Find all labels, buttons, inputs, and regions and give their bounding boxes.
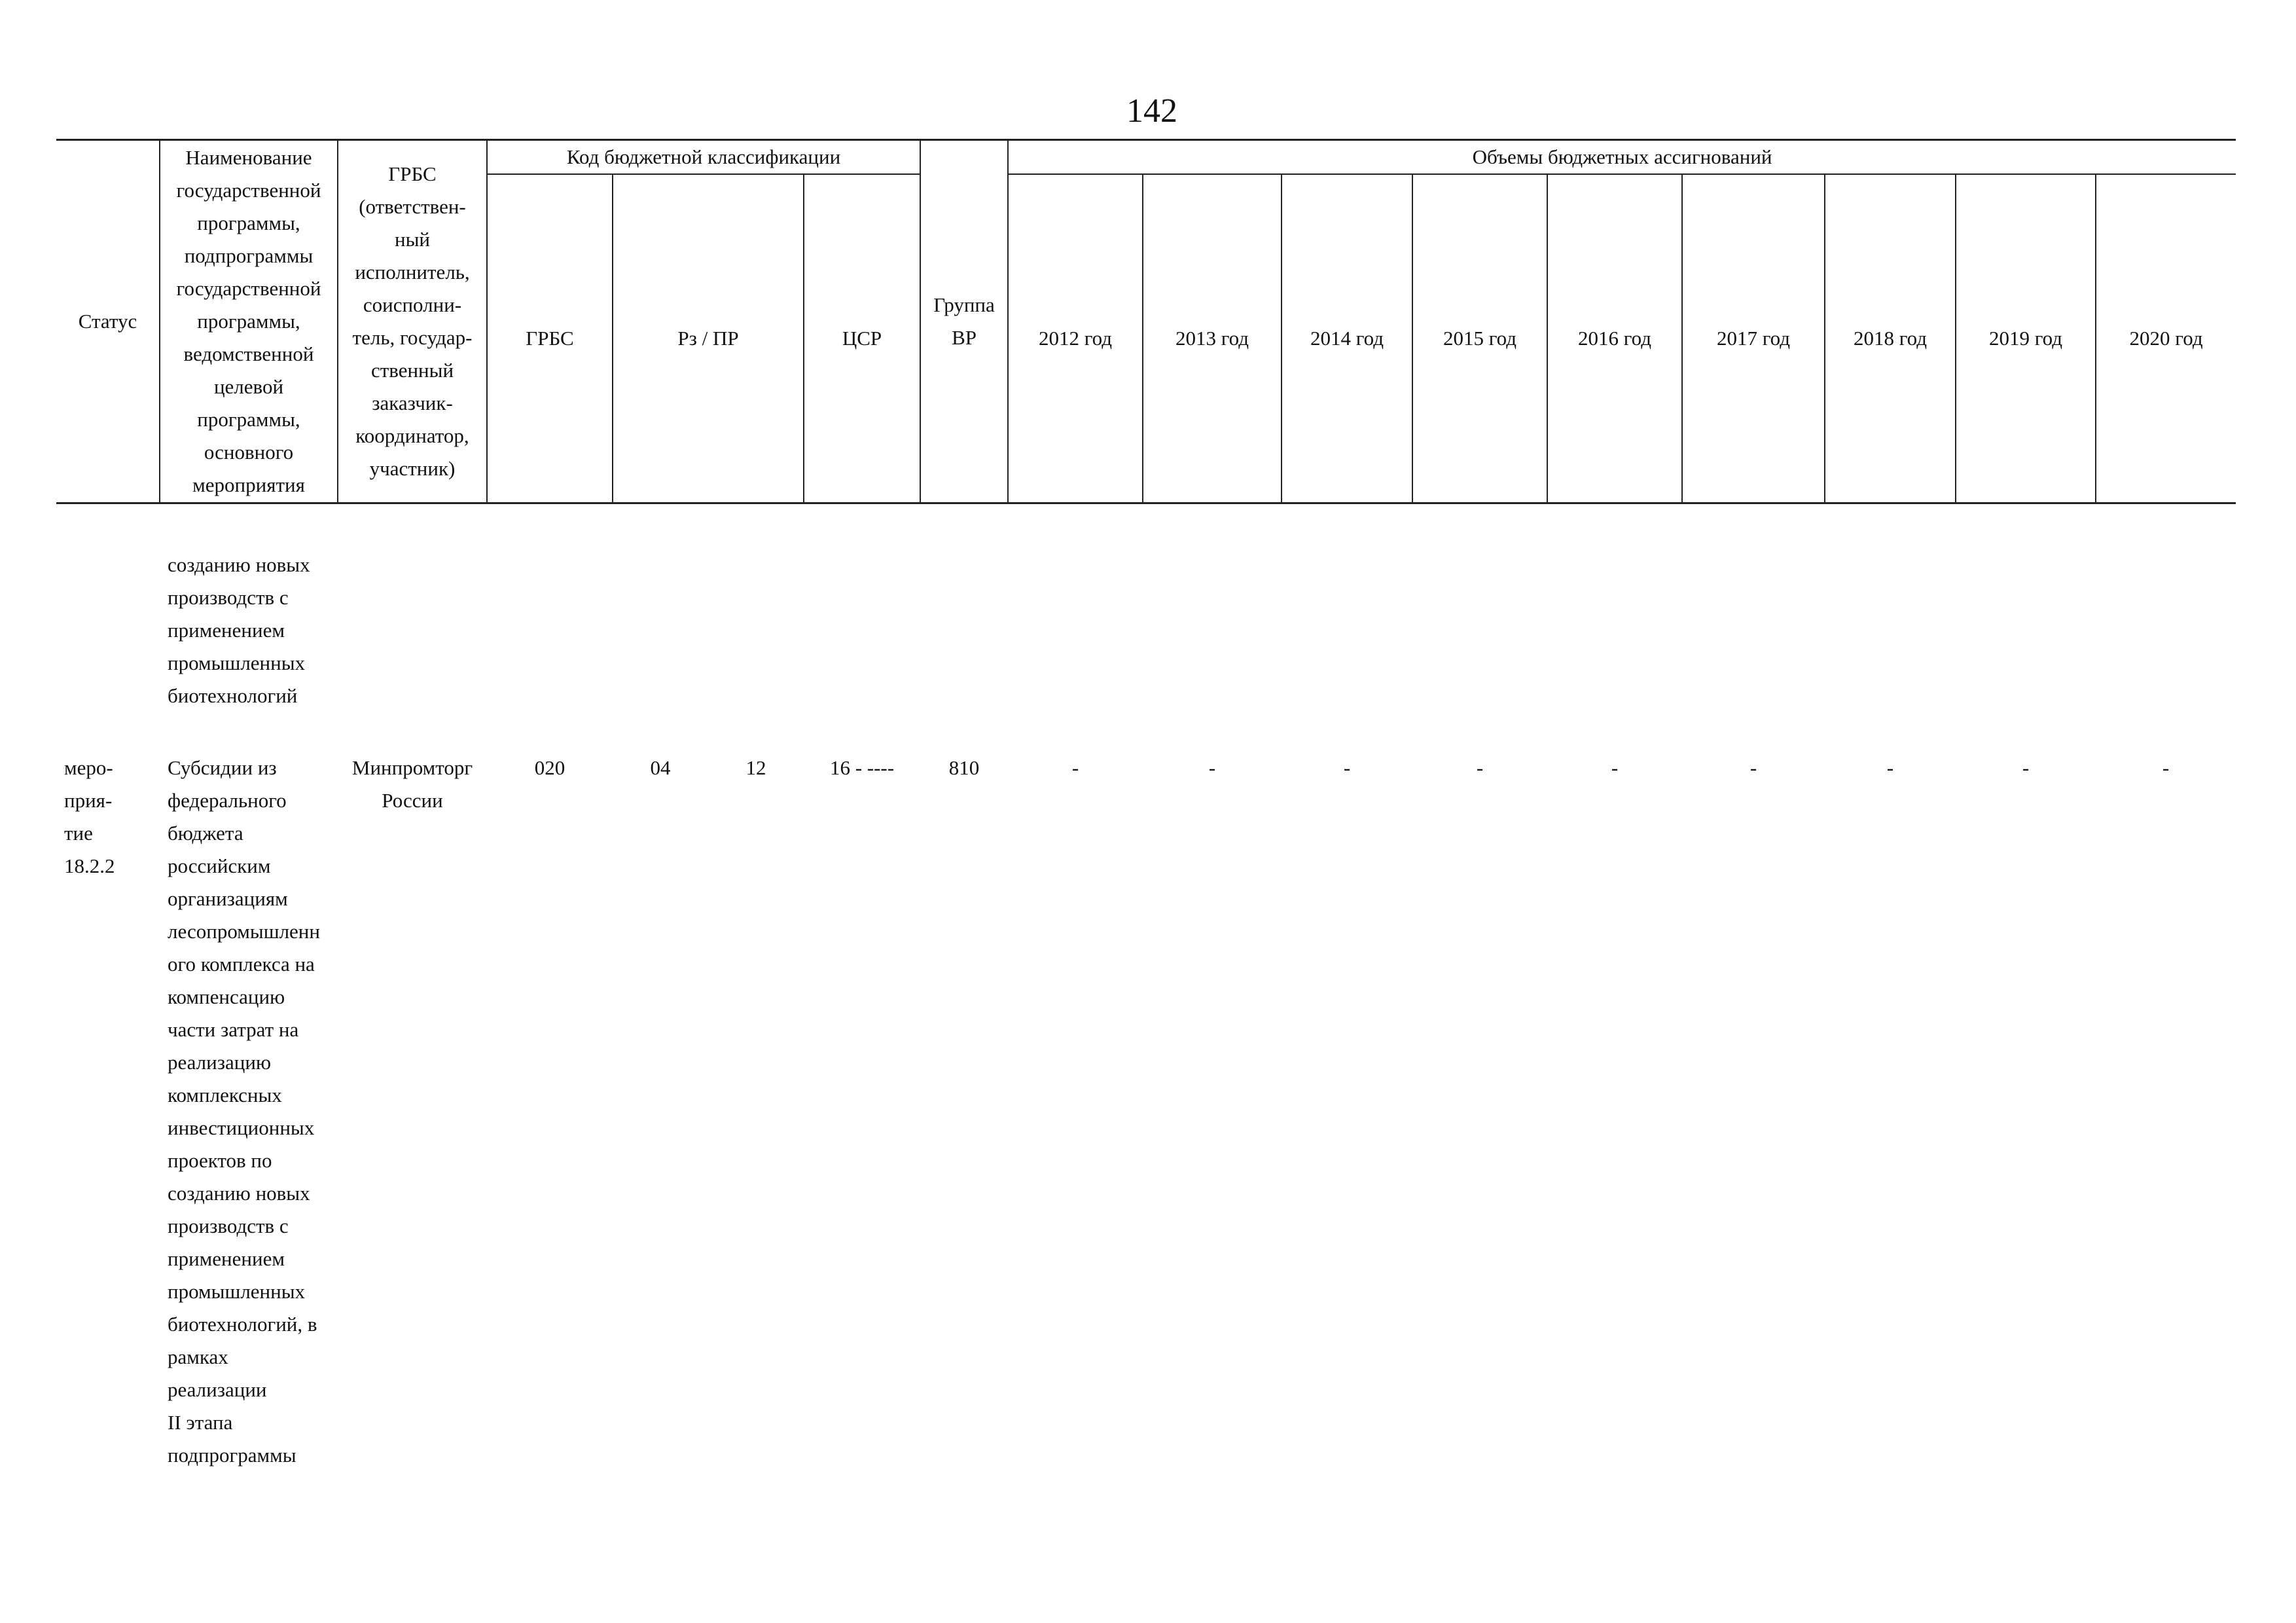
page-number: 142 (1126, 92, 1177, 130)
row-value-2012: - (1071, 756, 1079, 779)
row-value-2013 (1143, 549, 1282, 712)
row-value-2015 (1412, 549, 1547, 712)
table-row (56, 752, 2236, 1472)
row-grbs: 020 (534, 756, 565, 779)
row-value-2020 (2096, 549, 2236, 712)
row-value-2014 (1282, 549, 1412, 712)
row-value-2016 (1547, 549, 1682, 712)
row-value-2017 (1682, 549, 1825, 712)
row-value-2019: - (2022, 756, 2030, 779)
row-rz-pr (613, 549, 804, 712)
header-year-2017: 2017 год (1682, 174, 1825, 503)
row-pr: 12 (745, 756, 766, 779)
row-value-2014: - (1343, 756, 1351, 779)
table-spacer (56, 503, 2236, 549)
row-csr: 16 - ---- (829, 756, 895, 779)
header-year-2013: 2013 год (1143, 174, 1282, 503)
header-year-2012: 2012 год (1008, 174, 1143, 503)
table-row (56, 549, 2236, 712)
row-status (56, 549, 160, 712)
row-rz: 04 (650, 756, 671, 779)
header-program-name: Наименование государственной программы, подпрограммы государственной программы, ведомственной целевой программы, основного мероприятия (160, 140, 338, 503)
header-status: Статус (56, 140, 160, 503)
row-program-name: созданию новых производств с применением промышленных биотехнологий (168, 553, 310, 707)
header-year-2014: 2014 год (1282, 174, 1412, 503)
row-csr (804, 549, 920, 712)
row-value-2016: - (1611, 756, 1619, 779)
budget-table-sheet (56, 139, 2236, 1472)
row-status: меро- прия- тие 18.2.2 (64, 756, 115, 877)
row-vr (920, 549, 1008, 712)
budget-allocation-table (56, 139, 2236, 1472)
row-value-2020: - (2162, 756, 2170, 779)
header-budget-code-group: Код бюджетной классификации (487, 140, 920, 175)
row-value-2019 (1956, 549, 2096, 712)
header-year-2018: 2018 год (1825, 174, 1956, 503)
header-year-2016: 2016 год (1547, 174, 1682, 503)
header-volumes-group: Объемы бюджетных ассигнований (1008, 140, 2236, 175)
row-value-2018 (1825, 549, 1956, 712)
header-vr-group: Группа ВР (920, 140, 1008, 503)
row-grbs (487, 549, 613, 712)
row-grbs-role (338, 549, 487, 712)
row-value-2015: - (1476, 756, 1484, 779)
table-spacer (56, 712, 2236, 752)
header-year-2019: 2019 год (1956, 174, 2096, 503)
row-program-name: Субсидии из федерального бюджета российским организациям лесопромышленн ого комплекса на компенсацию части затрат на реализацию комплексных инвестиционных проектов по созданию новых производств с применением промышленных биотехнологий, в рамках реализации II этапа подпрограммы (168, 756, 320, 1467)
header-year-2020: 2020 год (2096, 174, 2236, 503)
row-vr: 810 (948, 756, 980, 779)
header-csr: ЦСР (804, 174, 920, 503)
row-value-2012 (1008, 549, 1143, 712)
header-rz-pr: Рз / ПР (613, 174, 804, 503)
header-year-2015: 2015 год (1412, 174, 1547, 503)
row-value-2013: - (1208, 756, 1216, 779)
row-grbs-role: Минпромторг России (351, 756, 473, 812)
row-value-2018: - (1886, 756, 1894, 779)
row-value-2017: - (1749, 756, 1757, 779)
header-grbs-role: ГРБС (ответствен- ный исполнитель, соисполни- тель, государ- ственный заказчик- координатор, участник) (338, 140, 487, 503)
header-grbs: ГРБС (487, 174, 613, 503)
